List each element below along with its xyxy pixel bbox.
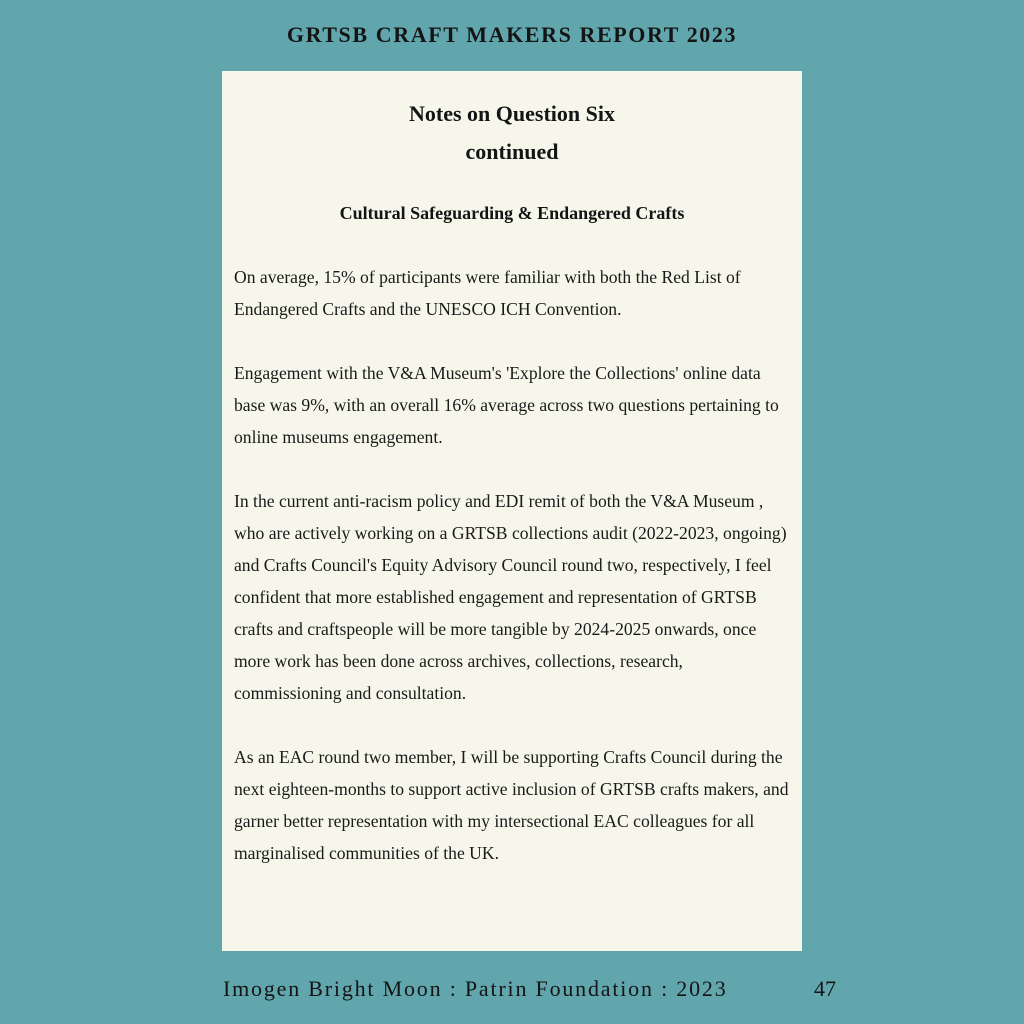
paragraph-policy: In the current anti-racism policy and EDI remit of both the V&A Museum , who are actively working on a GRTSB collections audit (2022-2023, ongoing) and Crafts Council's Equity Advisory Council round two, respectively, I feel confident that more established engagement and representation of GRTSB crafts and craftspeople will be more tangible by 2024-2025 onwards, once more work has been done across archives, collections, research, commissioning and consultation.	[234, 491, 787, 703]
notes-heading	[222, 95, 802, 171]
paragraph-familiarity: On average, 15% of participants were familiar with both the Red List of Endangered Crafts and the UNESCO ICH Convention.	[234, 267, 741, 319]
page-card	[222, 71, 802, 951]
report-title: GRTSB CRAFT MAKERS REPORT 2023	[286, 22, 738, 47]
section-heading: Cultural Safeguarding & Endangered Crafts	[339, 203, 685, 223]
notes-heading-line1: Notes on Question Six	[409, 101, 615, 126]
footer-credit: Imogen Bright Moon : Patrin Foundation : 2023	[223, 976, 728, 1001]
paragraph-eac-member: As an EAC round two member, I will be supporting Crafts Council during the next eighteen-months to support active inclusion of GRTSB crafts makers, and garner better representation with my intersectional EAC colleagues for all marginalised communities of the UK.	[234, 747, 789, 863]
notes-heading-line2: continued	[465, 139, 559, 164]
body-text	[234, 261, 794, 901]
page-number: 47	[814, 976, 836, 1001]
paragraph-engagement: Engagement with the V&A Museum's 'Explore the Collections' online data base was 9%, with an overall 16% average across two questions pertaining to online museums engagement.	[234, 363, 779, 447]
